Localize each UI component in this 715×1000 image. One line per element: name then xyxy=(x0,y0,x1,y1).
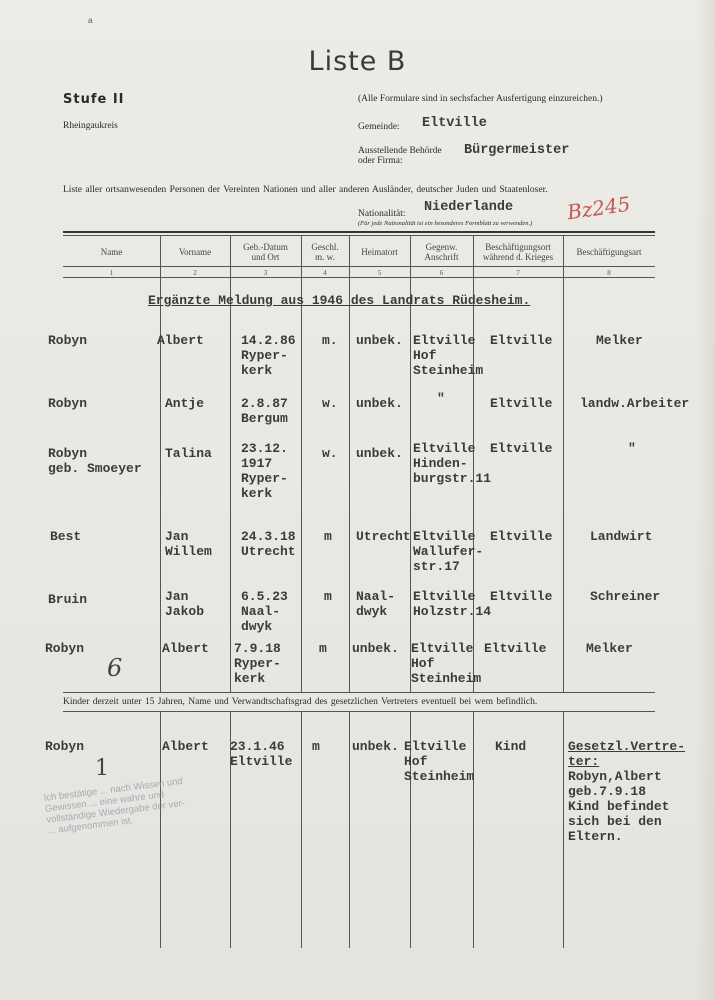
nationalitaet-note: (Für jede Nationalität ist ein besonderes Formblatt zu verwenden.) xyxy=(358,220,533,227)
row-5-anschrift: Eltville Holzstr.14 xyxy=(413,589,492,619)
col-number-1: 1 xyxy=(109,269,114,277)
row-6-art: Melker xyxy=(586,641,633,656)
col-divider-1-lower xyxy=(160,711,161,948)
row-2-art: landw.Arbeiter xyxy=(580,396,690,411)
col-header-beschaeftigungsort: Beschäftigungsort während d. Krieges xyxy=(482,242,554,262)
row-3-geb: 23.12. 1917 Ryper- kerk xyxy=(241,441,288,501)
page-mark: a xyxy=(88,16,93,25)
col-number-2: 2 xyxy=(193,269,197,277)
kind-name: Robyn xyxy=(45,739,85,754)
kreis-label: Rheingaukreis xyxy=(63,121,118,131)
kind-vertreter-title: Gesetzl.Vertre- ter: xyxy=(568,739,686,769)
row-1-ort: Eltville xyxy=(490,333,553,348)
nationalitaet-label: Nationalität: xyxy=(358,209,406,219)
row-5-ort: Eltville xyxy=(490,589,553,604)
kind-anschrift: Eltville Hof Steinheim xyxy=(404,739,475,784)
col-divider-3-lower xyxy=(301,711,302,948)
row-3-ort: Eltville xyxy=(490,441,553,456)
col-number-3: 3 xyxy=(263,269,268,277)
row-4-anschrift: Eltville Wallufer- str.17 xyxy=(413,529,484,574)
list-description: Liste aller ortsanwesenden Personen der Vereinten Nationen und aller anderen Ausländer, deutscher Juden und Staatenloser. xyxy=(63,185,548,195)
row-4-vorname: Jan Willem xyxy=(165,529,212,559)
behoerde-label-line2: oder Firma: xyxy=(358,156,403,166)
behoerde-label-line1: Ausstellende Behörde xyxy=(358,146,442,156)
row-5-vorname: Jan Jakob xyxy=(165,589,205,619)
kind-vorname: Albert xyxy=(162,739,209,754)
row-3-vorname: Talina xyxy=(165,446,212,461)
number-row-divider xyxy=(63,277,655,278)
row-6-ort: Eltville xyxy=(484,641,547,656)
col-number-7: 7 xyxy=(516,269,520,277)
row-3-art: " xyxy=(628,441,636,456)
row-3-anschrift: Eltville Hinden- burgstr.11 xyxy=(413,441,492,486)
row-4-art: Landwirt xyxy=(590,529,653,544)
row-6-name: Robyn xyxy=(45,641,85,656)
row-4-geschl: m xyxy=(324,529,332,544)
col-divider-7 xyxy=(563,235,564,693)
col-header-heimatort: Heimatort xyxy=(361,247,398,257)
document-title: Liste B xyxy=(308,46,407,77)
col-number-6: 6 xyxy=(439,269,444,277)
col-divider-4-lower xyxy=(349,711,350,948)
faded-stamp: Ich bestätige ... nach Wissen und Gewissen ... eine wahre und vollständige Wiedergabe der ver- ... aufgenommen ist. xyxy=(43,775,186,837)
row-1-heimat: unbek. xyxy=(356,333,403,348)
row-2-heimat: unbek. xyxy=(356,396,403,411)
row-6-vorname: Albert xyxy=(162,641,209,656)
behoerde-label xyxy=(358,146,442,166)
row-1-art: Melker xyxy=(596,333,643,348)
col-header-beschaeftigungsart: Beschäftigungsart xyxy=(576,247,642,257)
row-1-vorname: Albert xyxy=(157,333,204,348)
red-handwritten-mark: Bz245 xyxy=(565,191,632,225)
col-number-4: 4 xyxy=(323,269,327,277)
col-header-geschl: Geschl. m. w. xyxy=(311,242,339,262)
row-1-geschl: m. xyxy=(322,333,338,348)
row-2-vorname: Antje xyxy=(165,396,205,411)
header-divider xyxy=(63,266,655,267)
row-2-anschrift: " xyxy=(437,391,445,406)
row-1-anschrift: Eltville Hof Steinheim xyxy=(413,333,484,378)
row-1-geb: 14.2.86 Ryper- kerk xyxy=(241,333,296,378)
table-top-border xyxy=(63,231,655,233)
row-2-geschl: w. xyxy=(322,396,338,411)
behoerde-value: Bürgermeister xyxy=(464,143,570,158)
row-6-geb: 7.9.18 Ryper- kerk xyxy=(234,641,281,686)
kinder-divider-top xyxy=(63,692,655,693)
row-5-name: Bruin xyxy=(48,592,88,607)
row-6-heimat: unbek. xyxy=(352,641,399,656)
col-number-8: 8 xyxy=(607,269,611,277)
gemeinde-label: Gemeinde: xyxy=(358,122,400,132)
row-2-geb: 2.8.87 Bergum xyxy=(241,396,288,426)
row-3-heimat: unbek. xyxy=(356,446,403,461)
kinder-caption: Kinder derzeit unter 15 Jahren, Name und Verwandtschaftsgrad des gesetzlichen Vertreters eventuell bei wem befindlich. xyxy=(63,697,538,707)
gemeinde-value: Eltville xyxy=(422,116,487,131)
row-6-geschl: m xyxy=(319,641,327,656)
nationalitaet-value: Niederlande xyxy=(424,200,514,215)
kinder-divider-bottom xyxy=(63,711,655,712)
row-4-ort: Eltville xyxy=(490,529,553,544)
table-top-border-inner xyxy=(63,235,655,236)
row-2-ort: Eltville xyxy=(490,396,553,411)
row-4-geb: 24.3.18 Utrecht xyxy=(241,529,296,559)
row-5-geb: 6.5.23 Naal- dwyk xyxy=(241,589,288,634)
kind-heimat: unbek. xyxy=(352,739,399,754)
row-3-name: Robyn geb. Smoeyer xyxy=(48,446,142,476)
row-4-heimat: Utrecht xyxy=(356,529,411,544)
col-number-5: 5 xyxy=(377,269,382,277)
kind-geschl: m xyxy=(312,739,320,754)
row-1-name: Robyn xyxy=(48,333,88,348)
kind-geb: 23.1.46 Eltville xyxy=(230,739,293,769)
col-header-vorname: Vorname xyxy=(178,247,212,257)
handwritten-count-1: 1 xyxy=(95,756,109,781)
row-2-name: Robyn xyxy=(48,396,88,411)
col-header-name: Name xyxy=(100,247,123,257)
row-5-art: Schreiner xyxy=(590,589,661,604)
col-divider-7-lower xyxy=(563,711,564,948)
page-edge xyxy=(697,0,715,1000)
row-5-heimat: Naal- dwyk xyxy=(356,589,396,619)
col-header-anschrift: Gegenw. Anschrift xyxy=(424,242,459,262)
kind-vertreter-text: Robyn,Albert geb.7.9.18 Kind befindet sich bei den Eltern. xyxy=(568,769,670,844)
row-6-anschrift: Eltville Hof Steinheim xyxy=(411,641,482,686)
col-header-geb: Geb.-Datum und Ort xyxy=(243,242,288,262)
row-5-geschl: m xyxy=(324,589,332,604)
row-4-name: Best xyxy=(50,529,82,544)
kind-ort: Kind xyxy=(495,739,527,754)
section-heading: Ergänzte Meldung aus 1946 des Landrats Rüdesheim. xyxy=(148,293,531,308)
row-3-geschl: w. xyxy=(322,446,338,461)
handwritten-count-6: 6 xyxy=(107,654,123,682)
form-hint: (Alle Formulare sind in sechsfacher Ausfertigung einzureichen.) xyxy=(358,94,603,104)
stufe-label: Stufe II xyxy=(63,92,125,107)
